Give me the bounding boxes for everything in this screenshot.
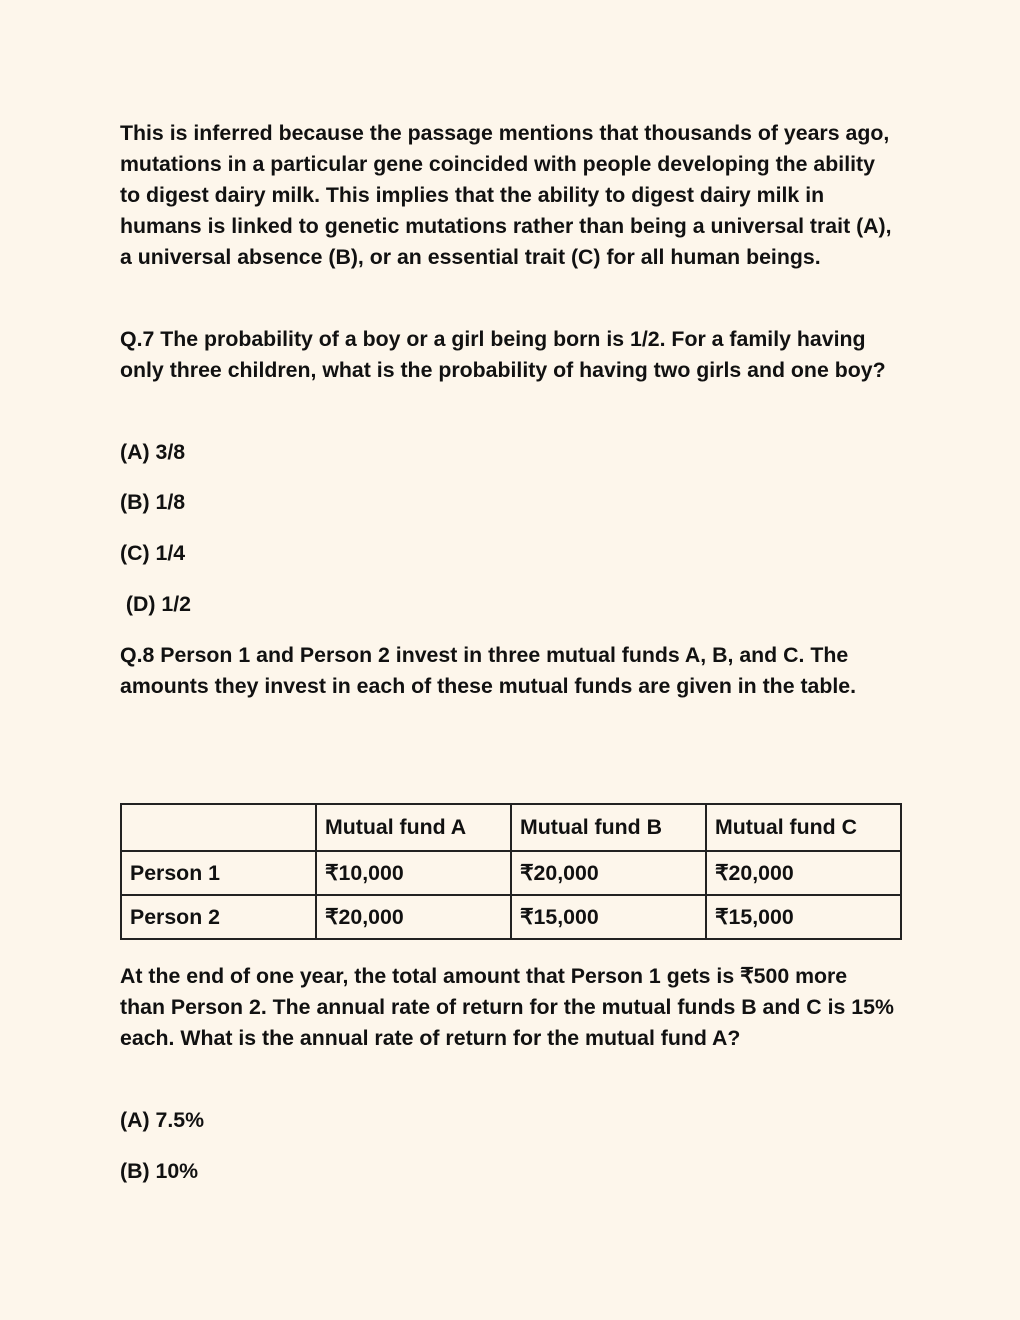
table-cell: ₹15,000 (511, 895, 706, 939)
table-cell: Person 2 (121, 895, 316, 939)
investment-table (120, 803, 902, 940)
q7-option-b: (B) 1/8 (120, 490, 186, 514)
question-8-followup: At the end of one year, the total amount that Person 1 gets is ₹500 more than Person 2. The annual rate of return for the mutual funds B and C is 15% each. What is the annual rate of return for the mutual fund A? (120, 964, 894, 1050)
table-header-cell: Mutual fund A (316, 804, 511, 851)
question-8: Q.8 Person 1 and Person 2 invest in three mutual funds A, B, and C. The amounts they invest in each of these mutual funds are given in the table. (120, 643, 857, 698)
table-header-cell: Mutual fund C (706, 804, 901, 851)
table-row (121, 851, 901, 895)
q8-option-b: (B) 10% (120, 1159, 199, 1183)
table-cell: ₹20,000 (511, 851, 706, 895)
q7-option-c: (C) 1/4 (120, 541, 186, 565)
q8-option-a: (A) 7.5% (120, 1108, 205, 1132)
table-cell: ₹15,000 (706, 895, 901, 939)
table-row (121, 895, 901, 939)
question-7: Q.7 The probability of a boy or a girl being born is 1/2. For a family having only three children, what is the probability of having two girls and one boy? (120, 327, 886, 382)
q7-option-a: (A) 3/8 (120, 440, 186, 464)
table-cell: ₹20,000 (706, 851, 901, 895)
table-cell: ₹10,000 (316, 851, 511, 895)
table-header-cell (121, 804, 316, 851)
table-header-row (121, 804, 901, 851)
table-cell: ₹20,000 (316, 895, 511, 939)
passage-explanation: This is inferred because the passage mentions that thousands of years ago, mutations in a particular gene coincided with people developing the ability to digest dairy milk. This implies that the ability to digest dairy milk in humans is linked to genetic mutations rather than being a universal trait (A), a universal absence (B), or an essential trait (C) for all human beings. (120, 121, 892, 269)
q7-option-d: (D) 1/2 (120, 592, 192, 616)
table-header-cell: Mutual fund B (511, 804, 706, 851)
table-cell: Person 1 (121, 851, 316, 895)
